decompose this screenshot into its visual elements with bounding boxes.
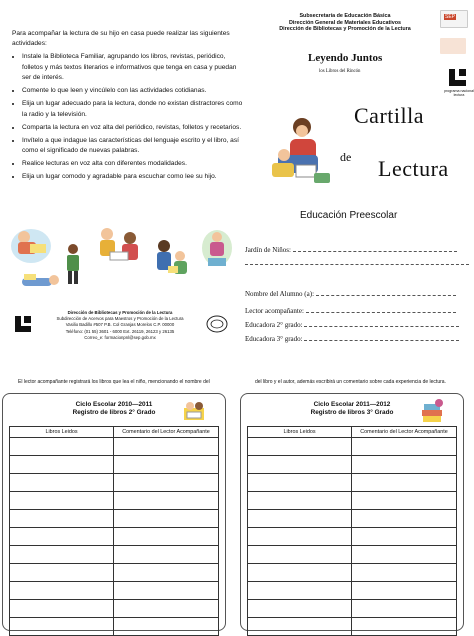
table-row [10, 600, 219, 618]
table-cell[interactable] [352, 600, 457, 618]
table-cell[interactable] [248, 600, 352, 618]
table-row [248, 438, 457, 456]
table-cell[interactable] [352, 492, 457, 510]
table-cell[interactable] [352, 510, 457, 528]
table-row [10, 618, 219, 636]
program-logo-text: programa nacional lectura [444, 89, 474, 97]
list-item: • Comente lo que leen y vincúlelo con las actividades cotidianas. [22, 86, 246, 97]
table-cell[interactable] [10, 474, 114, 492]
sep-logo-text: SEP [445, 14, 456, 20]
header-line: Dirección de Bibliotecas y Promoción de la Lectura [279, 26, 411, 33]
column-header: Comentario del Lector Acompañante [114, 427, 219, 438]
table-row [10, 474, 219, 492]
table-cell[interactable] [248, 456, 352, 474]
list-item: • Instale la Biblioteca Familiar, agrupando los libros, revistas, periódico, folletos y más textos literarios e informativos que tenga en casa y puedan ser de interés. [22, 52, 246, 84]
table-cell[interactable] [248, 492, 352, 510]
table-row [10, 564, 219, 582]
register-table [247, 426, 457, 636]
table-cell[interactable] [10, 456, 114, 474]
table-cell[interactable] [10, 564, 114, 582]
field-jardin [245, 245, 457, 254]
table-row [248, 510, 457, 528]
children-group-illustration [92, 222, 146, 272]
card-year: Ciclo Escolar 2011—2012 [313, 401, 391, 408]
table-cell[interactable] [114, 492, 219, 510]
table-row [10, 582, 219, 600]
table-cell[interactable] [248, 474, 352, 492]
header-line: Subsecretaría de Educación Básica [299, 13, 391, 19]
table-cell[interactable] [248, 510, 352, 528]
table-cell[interactable] [114, 438, 219, 456]
table-cell[interactable] [10, 582, 114, 600]
program-logo-icon [448, 68, 468, 88]
contact-line: Subdirección de Acervos para Maestros y Promoción de la Lectura [56, 316, 184, 322]
table-cell[interactable] [10, 600, 114, 618]
table-cell[interactable] [114, 510, 219, 528]
table-row [10, 528, 219, 546]
field-line[interactable] [306, 306, 456, 313]
field-label: Jardín de Niños: [245, 246, 291, 254]
field-label: Lector acompañante: [245, 307, 304, 315]
children-reading-icon [181, 398, 207, 422]
table-cell[interactable] [248, 564, 352, 582]
table-cell[interactable] [114, 528, 219, 546]
header-line: Dirección General de Materiales Educativos [288, 19, 402, 26]
field-educadora-3 [245, 334, 459, 343]
table-row [248, 582, 457, 600]
list-item: • Realice lecturas en voz alta con diferentes modalidades. [22, 159, 246, 170]
table-cell[interactable] [114, 618, 219, 636]
table-cell[interactable] [114, 546, 219, 564]
table-row [248, 456, 457, 474]
table-cell[interactable] [248, 546, 352, 564]
list-item: • Elija un lugar comodo y agradable para escuchar como lee su hijo. [22, 172, 246, 183]
table-row [248, 618, 457, 636]
subtitle: Leyendo Juntos [308, 52, 383, 64]
table-cell[interactable] [248, 528, 352, 546]
institution-header [270, 13, 420, 33]
table-cell[interactable] [248, 438, 352, 456]
table-cell[interactable] [114, 600, 219, 618]
table-cell[interactable] [248, 618, 352, 636]
table-cell[interactable] [114, 456, 219, 474]
activities-list [10, 52, 246, 185]
table-row [10, 510, 219, 528]
field-alumno [245, 289, 456, 298]
table-cell[interactable] [248, 582, 352, 600]
table-cell[interactable] [10, 510, 114, 528]
card-year: Ciclo Escolar 2010—2011 [75, 401, 153, 408]
table-cell[interactable] [10, 438, 114, 456]
table-cell[interactable] [114, 474, 219, 492]
contact-line: Correo_e: formacionpnl@sep.gob.mx [84, 334, 156, 340]
column-header: Comentario del Lector Acompañante [352, 427, 457, 438]
table-cell[interactable] [352, 528, 457, 546]
table-cell[interactable] [352, 582, 457, 600]
table-cell[interactable] [10, 618, 114, 636]
table-row [10, 492, 219, 510]
table-row [248, 492, 457, 510]
child-with-parent-illustration [150, 238, 194, 282]
seal-icon [206, 315, 228, 333]
field-line[interactable] [245, 264, 469, 265]
field-lector [245, 306, 456, 315]
table-cell[interactable] [10, 528, 114, 546]
register-card-2nd [2, 393, 226, 631]
table-cell[interactable] [352, 546, 457, 564]
field-label: Nombre del Alumno (a): [245, 290, 315, 298]
table-row [248, 564, 457, 582]
table-cell[interactable] [10, 546, 114, 564]
parent-child-reading-illustration [268, 115, 340, 191]
field-label: Educadora 2° grado: [245, 321, 303, 329]
column-header: Libros Leidos [248, 427, 352, 438]
register-table [9, 426, 219, 636]
table-cell[interactable] [114, 582, 219, 600]
child-reading-illustration [8, 222, 54, 266]
contact-line: Dirección de Bibliotecas y Promoción de la Lectura [67, 310, 173, 315]
table-cell[interactable] [352, 456, 457, 474]
table-row [248, 528, 457, 546]
rincon-text: los Libros del Rincón [319, 69, 361, 74]
field-line[interactable] [293, 245, 457, 252]
book-stack-icon [419, 398, 445, 424]
contact-block [40, 310, 200, 341]
table-row [248, 600, 457, 618]
sep-logo [440, 10, 468, 28]
table-row [10, 546, 219, 564]
child-sitting-illustration [200, 222, 234, 270]
lectura-logo [440, 38, 466, 54]
table-cell[interactable] [352, 438, 457, 456]
table-cell[interactable] [352, 618, 457, 636]
table-cell[interactable] [352, 564, 457, 582]
instruction-right: del libro y el autor, además escribirá un comentario sobre cada experiencia de lectura. [255, 379, 446, 385]
field-label: Educadora 3° grado: [245, 335, 303, 343]
contact-line: Vasilio Badillo #507 P.B. Col Granjas Morelos C.P. 00000 [65, 322, 175, 328]
table-cell[interactable] [352, 474, 457, 492]
list-item: • Invítelo a que indague las características del lenguaje escrito y el libro, así como el significado de nuevas palabras. [22, 136, 246, 157]
title-lectura: Lectura [378, 156, 449, 181]
intro-text: Para acompañar la lectura de su hijo en casa puede realizar las siguientes actividades: [12, 30, 230, 47]
table-row [10, 438, 219, 456]
table-cell[interactable] [10, 492, 114, 510]
contact-line: Teléfono: (01 55) 3601 - 6000 Ext. 26119, 26123 y 26135 [65, 328, 175, 334]
field-educadora-2 [245, 320, 459, 329]
field-line[interactable] [316, 289, 456, 296]
child-lying-illustration [20, 270, 60, 290]
field-line[interactable] [304, 320, 459, 327]
title-cartilla: Cartilla [354, 103, 424, 128]
child-standing-illustration [60, 242, 86, 286]
column-header: Libros Leidos [10, 427, 114, 438]
table-row [248, 546, 457, 564]
table-row [10, 456, 219, 474]
card-grade: Registro de libros 3° Grado [310, 409, 394, 416]
table-row [248, 474, 457, 492]
program-logo-icon [14, 315, 32, 333]
title-de: de [340, 150, 352, 164]
list-item: • Comparta la lectura en voz alta del periódico, revistas, folletos y recetarios. [22, 123, 246, 134]
card-grade: Registro de libros 2° Grado [72, 409, 156, 416]
list-item: • Elija un lugar adecuado para la lectura, donde no existan distractores como la radio y la televisión. [22, 99, 246, 120]
instruction-left: El lector acompañante registrará los libros que lea el niño, mencionando el nombre del [18, 379, 210, 385]
register-card-3rd [240, 393, 464, 631]
table-cell[interactable] [114, 564, 219, 582]
field-line[interactable] [304, 334, 459, 341]
education-level: Educación Preescolar [300, 210, 398, 221]
